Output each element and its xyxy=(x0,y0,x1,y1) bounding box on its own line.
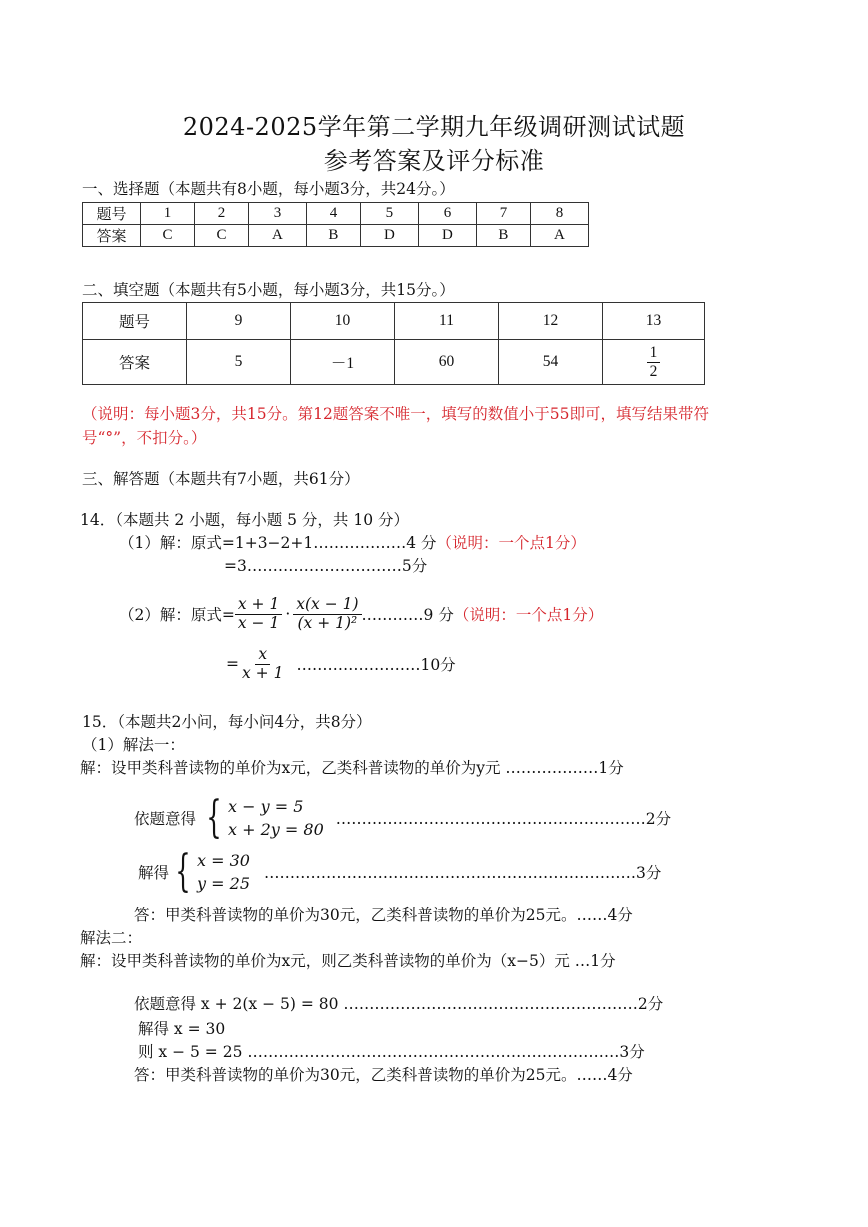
q15-sol-lead: 解得 xyxy=(138,864,170,883)
table-row-questions xyxy=(83,203,589,225)
q15-method2-then: 则 x − 5 = 25 ………………………………………………………………3分 xyxy=(138,1043,645,1061)
q14-part2-final-score: ……………………10分 xyxy=(296,656,456,675)
table-cell: 4 xyxy=(306,203,360,225)
document-title: 2024-2025学年第二学期九年级调研测试试题 xyxy=(182,113,686,141)
q15-method1-solution xyxy=(138,846,662,898)
q15-header: 15．（本题共2小问，每小问4分，共8分） xyxy=(82,713,372,731)
table-cell: 9 xyxy=(187,303,291,340)
table-cell: C xyxy=(141,225,195,247)
table-cell: A xyxy=(248,225,306,247)
equation: y = 25 xyxy=(197,874,250,894)
multiply-dot: · xyxy=(285,605,291,624)
table-row-questions xyxy=(83,303,705,340)
fill-answer-table xyxy=(82,302,705,385)
q14-part2-score: …………9 分 xyxy=(361,606,454,625)
q14-part2-line2 xyxy=(226,646,456,683)
document-subtitle: 参考答案及评分标准 xyxy=(323,147,545,175)
fraction-denominator: 2 xyxy=(649,362,658,380)
q15-sol-score: ………………………………………………………………3分 xyxy=(264,864,662,883)
table-cell: 5 xyxy=(187,340,291,385)
left-brace: { xyxy=(206,792,222,844)
fraction-numerator: x + 1 xyxy=(235,596,282,615)
table-cell: 8 xyxy=(530,203,588,225)
q14-part2-lead: （2）解：原式= xyxy=(119,606,235,625)
table-cell: B xyxy=(476,225,530,247)
q14-part2-note: （说明：一个点1分） xyxy=(453,606,604,625)
section2-note-line2: 号“°”，不扣分。） xyxy=(82,429,207,447)
q15-method2-answer: 答：甲类科普读物的单价为30元，乙类科普读物的单价为25元。……4分 xyxy=(134,1066,633,1084)
table-cell: 2 xyxy=(194,203,248,225)
fraction xyxy=(647,344,661,381)
q15-method1-setup: 解：设甲类科普读物的单价为x元，乙类科普读物的单价为y元 ………………1分 xyxy=(80,759,624,777)
solution-system xyxy=(197,849,250,895)
fraction xyxy=(239,646,286,683)
q15-eq-lead: 依题意得 xyxy=(134,810,197,829)
table-cell: 12 xyxy=(499,303,603,340)
table-cell: 7 xyxy=(476,203,530,225)
row-label-question: 题号 xyxy=(83,303,187,340)
section1-heading: 一、选择题（本题共有8小题，每小题3分，共24分。） xyxy=(82,180,455,198)
q14-part1-line2: =3…………………………5分 xyxy=(224,557,428,575)
fraction-denominator: (x + 1)² xyxy=(297,613,358,632)
table-cell: 54 xyxy=(499,340,603,385)
left-brace: { xyxy=(175,846,191,898)
fraction xyxy=(293,596,361,633)
table-cell: 3 xyxy=(248,203,306,225)
section2-heading: 二、填空题（本题共有5小题，每小题3分，共15分。） xyxy=(82,281,455,299)
equals-sign: = xyxy=(226,655,239,674)
row-label-answer: 答案 xyxy=(83,225,141,247)
row-label-question: 题号 xyxy=(83,203,141,225)
q14-part1-line1 xyxy=(119,531,586,553)
table-cell: 13 xyxy=(603,303,705,340)
q15-method2-label: 解法二： xyxy=(80,929,143,947)
table-cell: 60 xyxy=(395,340,499,385)
table-cell: D xyxy=(418,225,476,247)
equation: x + 2y = 80 xyxy=(228,820,324,840)
q15-method1-answer: 答：甲类科普读物的单价为30元，乙类科普读物的单价为25元。……4分 xyxy=(134,906,633,924)
table-row-answers xyxy=(83,225,589,247)
table-cell: 5 xyxy=(360,203,418,225)
table-cell: C xyxy=(194,225,248,247)
q15-method2-equation: 依题意得 x + 2(x − 5) = 80 …………………………………………………2分 xyxy=(134,995,664,1013)
table-cell: 11 xyxy=(395,303,499,340)
q15-method2-solution: 解得 x = 30 xyxy=(138,1020,226,1038)
q14-part1-text: （1）解：原式=1+3−2+1………………4 分 xyxy=(119,534,437,552)
table-cell: D xyxy=(360,225,418,247)
equation: x − y = 5 xyxy=(228,797,304,816)
table-row-answers xyxy=(83,340,705,385)
fraction-numerator: x xyxy=(255,646,270,665)
table-cell: A xyxy=(530,225,588,247)
q14-part2-line1 xyxy=(119,596,603,633)
section2-note-line1: （说明：每小题3分，共15分。第12题答案不唯一，填写的数值小于55即可，填写结果带符 xyxy=(82,405,710,423)
fraction-denominator: x − 1 xyxy=(237,613,280,632)
table-cell-fraction xyxy=(603,340,705,385)
fraction-denominator: x + 1 xyxy=(242,663,284,682)
table-cell: 10 xyxy=(291,303,395,340)
fraction-numerator: 1 xyxy=(647,344,661,363)
q15-method2-setup: 解：设甲类科普读物的单价为x元，则乙类科普读物的单价为（x−5）元 …1分 xyxy=(80,952,616,970)
equation: x = 30 xyxy=(197,851,250,870)
equation-system xyxy=(228,795,324,841)
section3-heading: 三、解答题（本题共有7小题，共61分） xyxy=(82,470,360,488)
table-cell: －1 xyxy=(291,340,395,385)
table-cell: 1 xyxy=(141,203,195,225)
fraction xyxy=(235,596,282,633)
row-label-answer: 答案 xyxy=(83,340,187,385)
q15-eq-score: ……………………………………………………2分 xyxy=(335,810,672,829)
q14-part1-note: （说明：一个点1分） xyxy=(436,534,586,552)
q15-part1-label: （1）解法一： xyxy=(82,736,185,754)
fraction-numerator: x(x − 1) xyxy=(293,596,361,615)
table-cell: 6 xyxy=(418,203,476,225)
q14-header: 14．（本题共 2 小题，每小题 5 分，共 10 分） xyxy=(80,511,409,529)
choice-answer-table xyxy=(82,202,589,247)
table-cell: B xyxy=(306,225,360,247)
q15-method1-equations xyxy=(134,792,672,844)
